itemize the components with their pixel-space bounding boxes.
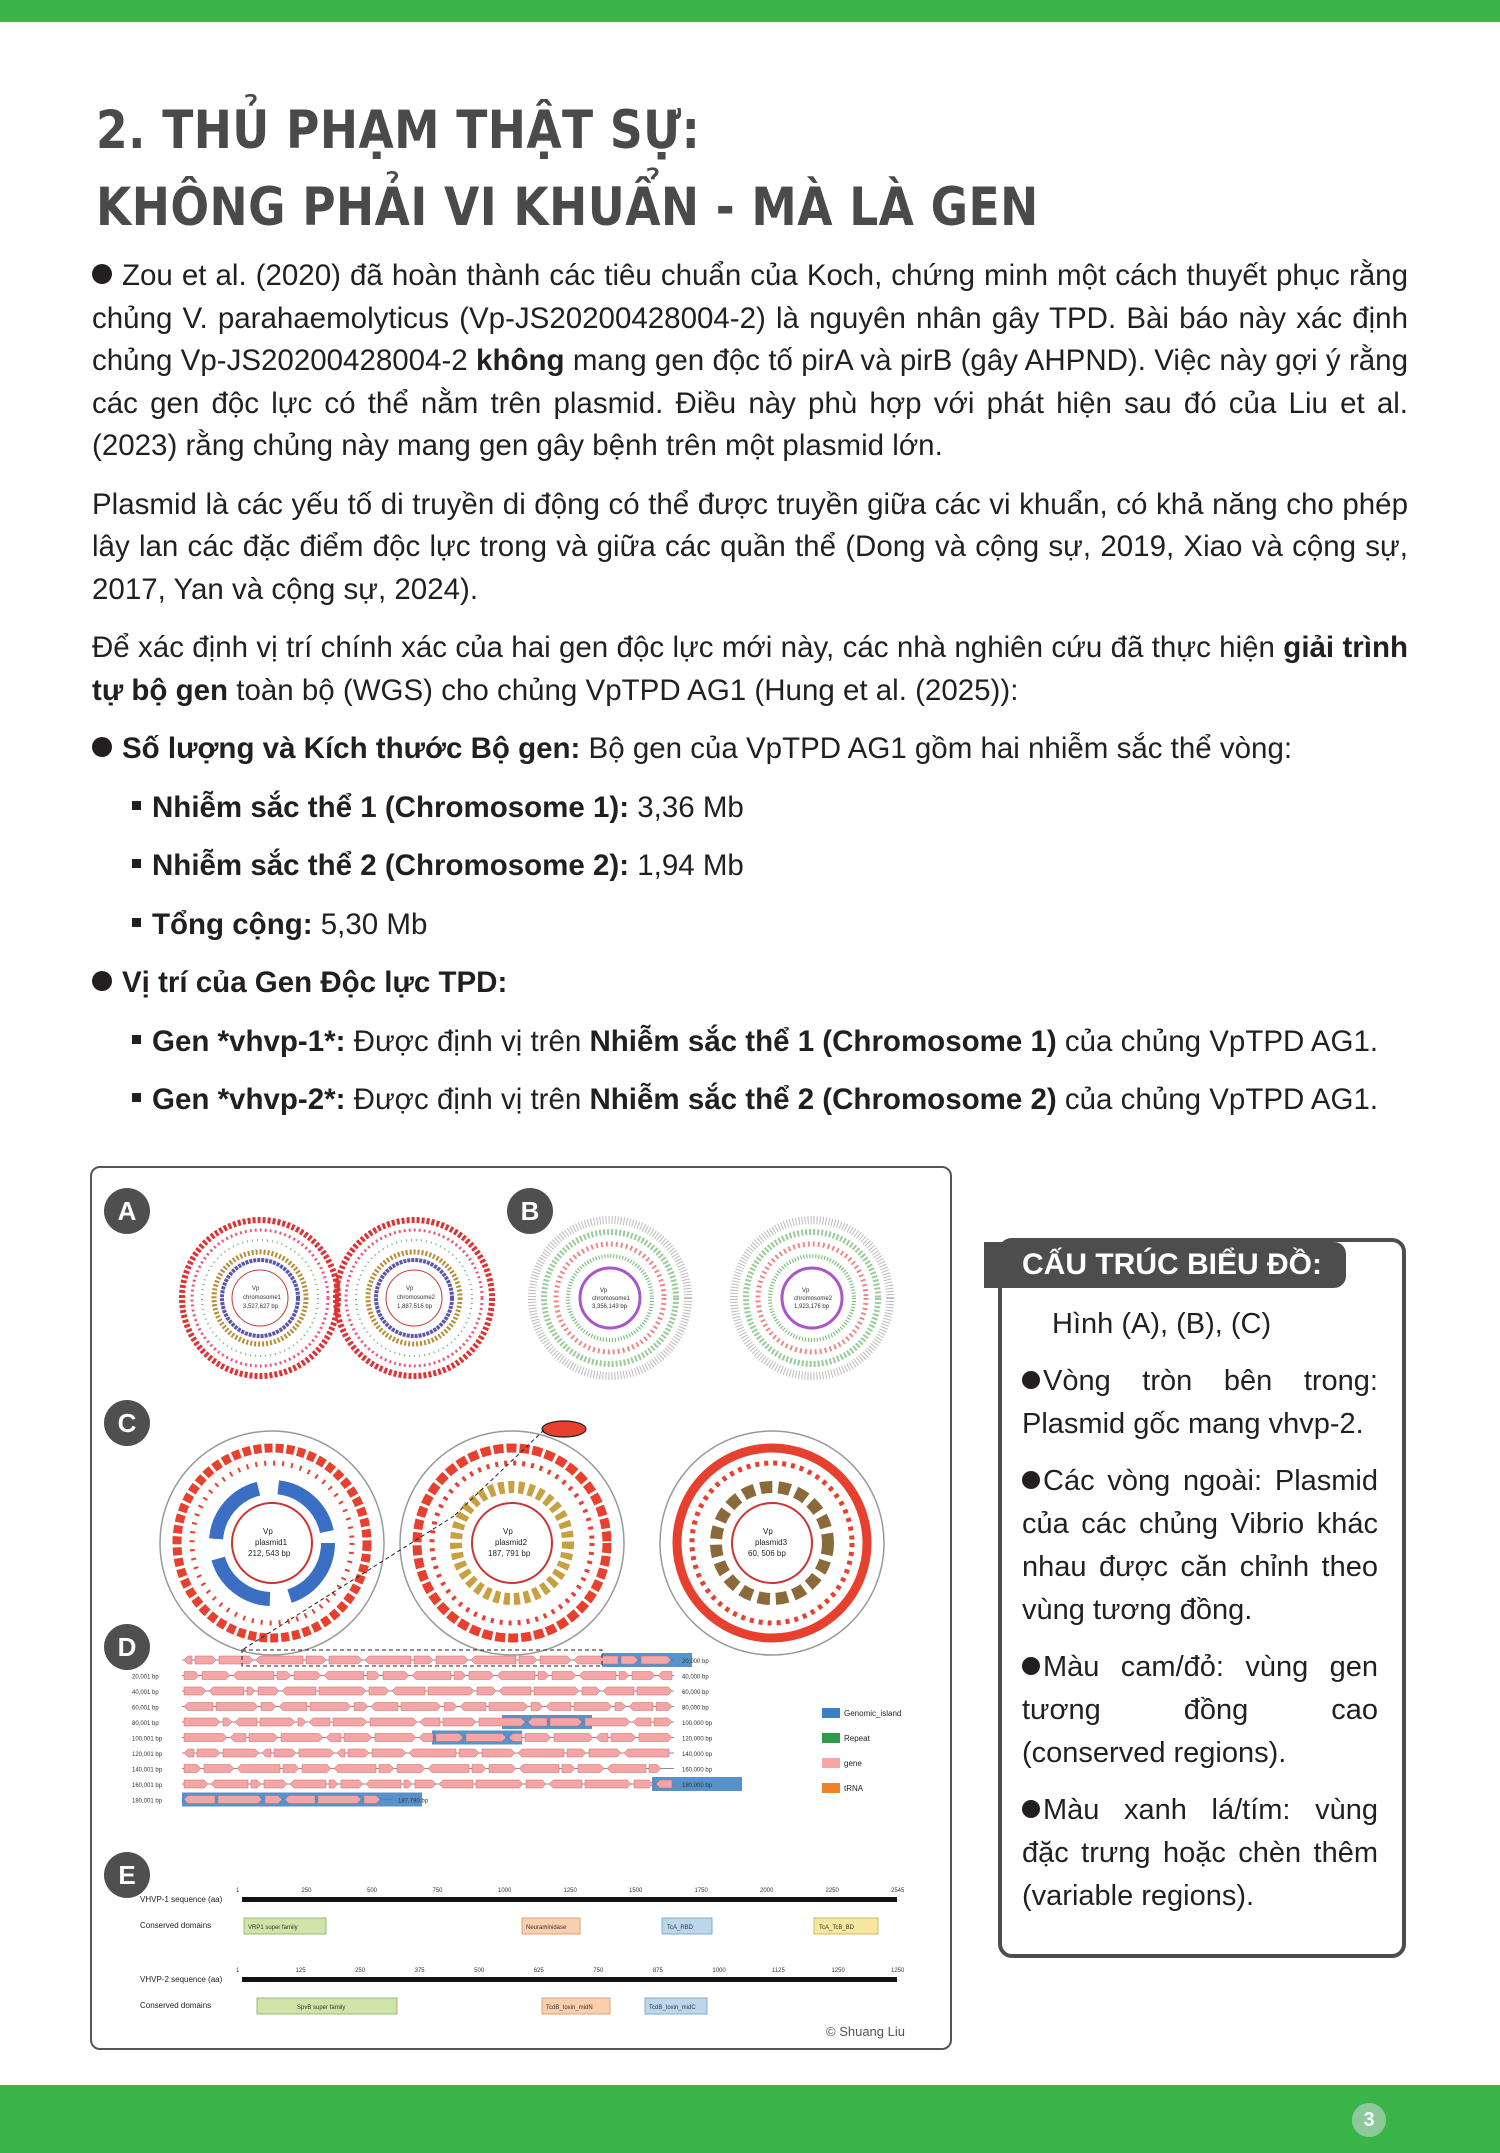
- sequence-tick-label: 1125: [771, 1968, 785, 1974]
- gene-arrow: [409, 1749, 456, 1757]
- gene-arrow: [460, 1703, 486, 1711]
- panel-d-gene-tracks: [132, 1653, 742, 1807]
- sequence-tick-label: 250: [301, 1888, 312, 1894]
- gene-arrow: [404, 1780, 412, 1788]
- gene-arrow: [550, 1718, 582, 1726]
- legend-swatch: [822, 1783, 840, 1793]
- gene-arrow: [283, 1765, 299, 1773]
- gene-arrow: [324, 1672, 364, 1680]
- gene-arrow: [264, 1780, 287, 1788]
- gene-arrow: [366, 1780, 401, 1788]
- sequence-tick-label: 1000: [712, 1968, 726, 1974]
- bullet-dot: [92, 737, 112, 757]
- b-chromosome2-size: 1,923,176 bp: [794, 1304, 830, 1310]
- top-green-bar: [0, 0, 1500, 22]
- track-start-label: 180,001 bp: [132, 1798, 163, 1805]
- vhvp1-sequence-label: VHVP-1 sequence (aa): [140, 1895, 223, 1904]
- legend-genomic-island: Genomic_island: [844, 1709, 902, 1718]
- gene-arrow: [262, 1749, 271, 1757]
- panel-a-chromosome-1-map: [182, 1220, 338, 1376]
- gene-arrow: [656, 1703, 672, 1711]
- legend-gene: gene: [844, 1759, 862, 1768]
- gene-arrow: [223, 1718, 232, 1726]
- gene-arrow: [562, 1765, 575, 1773]
- sequence-tick-label: 750: [593, 1968, 604, 1974]
- gene-arrow: [247, 1687, 255, 1695]
- gene-arrow: [261, 1703, 276, 1711]
- gene-arrow: [649, 1765, 661, 1773]
- gene-arrow: [354, 1703, 368, 1711]
- square-bullet: [132, 801, 141, 810]
- vp-label: Vp: [263, 1527, 273, 1536]
- gene-arrow: [197, 1749, 220, 1757]
- plasmid1-size: 212, 543 bp: [248, 1549, 291, 1558]
- plasmid1-label: plasmid1: [255, 1538, 288, 1547]
- chart-structure-text: [1022, 1303, 1378, 1932]
- gene-arrow: [298, 1718, 306, 1726]
- gene-arrow: [260, 1718, 295, 1726]
- sequence-tick-label: 2250: [825, 1888, 839, 1894]
- sequence-tick-label: 750: [432, 1888, 443, 1894]
- gene-arrow: [277, 1672, 291, 1680]
- gene-arrow: [318, 1796, 361, 1804]
- gene-arrow: [281, 1734, 323, 1742]
- gene-arrow: [479, 1718, 525, 1726]
- gene-arrow: [329, 1656, 362, 1664]
- gene-arrow: [540, 1656, 571, 1664]
- panel-d-badge: D: [104, 1624, 150, 1670]
- b-chromosome1-size: 3,356,143 bp: [592, 1304, 628, 1310]
- gene-arrow: [258, 1687, 279, 1695]
- gene-arrow: [249, 1734, 278, 1742]
- gene-arrow: [489, 1765, 516, 1773]
- sequence-tick-label: 250: [355, 1968, 366, 1974]
- gene-arrow: [585, 1780, 631, 1788]
- legend-swatch: [822, 1758, 840, 1768]
- gene-arrow: [518, 1749, 564, 1757]
- gene-arrow: [371, 1703, 398, 1711]
- panel-c-plasmid-1-map: [160, 1431, 384, 1655]
- sub-item-vhvp-2: Gen *vhvp-2*: Được định vị trên Nhiễm sắc thể 2 (Chromosome 2) của chủng VpTPD AG1.: [132, 1079, 1408, 1122]
- gene-arrow: [344, 1734, 372, 1742]
- gene-arrow: [184, 1780, 208, 1788]
- gene-arrow: [621, 1656, 638, 1664]
- gene-arrow: [310, 1703, 351, 1711]
- gene-arrow: [223, 1749, 259, 1757]
- vhvp1-ticks: [236, 1888, 905, 1894]
- gene-arrow: [235, 1718, 257, 1726]
- bullet-dot: [1022, 1800, 1040, 1818]
- gene-arrow: [552, 1672, 576, 1680]
- panel-e-domains: [140, 1888, 905, 2014]
- gene-arrow: [436, 1656, 468, 1664]
- panel-a-badge: A: [104, 1188, 150, 1234]
- sidebox-item-figures: Hình (A), (B), (C): [1052, 1308, 1272, 1340]
- plasmid3-label: plasmid3: [755, 1538, 788, 1547]
- sequence-tick-label: 1250: [891, 1968, 905, 1974]
- gene-arrow: [195, 1656, 216, 1664]
- track-end-label: 40,000 bp: [682, 1674, 709, 1681]
- track-start-label: 140,001 bp: [132, 1767, 163, 1774]
- bullet-dot: [92, 971, 112, 991]
- gene-arrow: [216, 1703, 258, 1711]
- gene-arrow: [184, 1765, 201, 1773]
- gene-arrow: [184, 1796, 215, 1804]
- gene-arrow: [392, 1687, 425, 1695]
- sequence-tick-label: 1: [236, 1968, 240, 1974]
- gene-arrow: [420, 1718, 440, 1726]
- track-start-label: 60,001 bp: [132, 1705, 159, 1712]
- domain-vrp1-label: VRP1 super family: [248, 1925, 298, 1931]
- sequence-tick-label: 625: [533, 1968, 544, 1974]
- gene-arrow: [184, 1687, 206, 1695]
- chromosome2-size: 1,887,516 bp: [397, 1304, 433, 1310]
- panel-b-chromosome-2-map: [734, 1220, 890, 1376]
- paragraph-1: Zou et al. (2020) đã hoàn thành các tiêu chuẩn của Koch, chứng minh một cách thuyết phục rằng chủng V. parahaemolyticus (Vp-JS20200428004-2) là nguyên nhân gây TPD. Bài báo này xác định chủng Vp-JS20200428004-2 không mang gen độc tố pirA và pirB (gây AHPND). Việc này gợi ý rằng các gen độc lực có thể nằm trên plasmid. Điều này phù hợp với phát hiện sau đó của Liu et al. (2023) rằng chủng này mang gen gây bệnh trên một plasmid lớn.: [92, 259, 1408, 462]
- gene-arrow: [302, 1765, 331, 1773]
- gene-arrow: [419, 1734, 433, 1742]
- gene-arrow: [578, 1765, 604, 1773]
- gene-arrow: [365, 1656, 411, 1664]
- sub-item-vhvp-1: Gen *vhvp-1*: Được định vị trên Nhiễm sắc thể 1 (Chromosome 1) của chủng VpTPD AG1.: [132, 1021, 1408, 1064]
- gene-arrow: [519, 1765, 559, 1773]
- gene-arrow: [582, 1687, 600, 1695]
- gene-arrow: [619, 1672, 629, 1680]
- gene-arrow: [654, 1718, 672, 1726]
- body-text: [92, 255, 1408, 1138]
- gene-arrow: [534, 1687, 579, 1695]
- gene-arrow: [526, 1780, 546, 1788]
- track-end-label: 180,000 bp: [682, 1783, 713, 1789]
- gene-arrow: [611, 1734, 636, 1742]
- gene-arrow: [472, 1765, 486, 1773]
- gene-arrow: [639, 1734, 672, 1742]
- gene-arrow: [632, 1672, 655, 1680]
- gene-arrow: [615, 1703, 626, 1711]
- heading-line-1: 2. THỦ PHẠM THẬT SỰ:: [96, 100, 701, 161]
- gene-arrow: [574, 1656, 618, 1664]
- track-start-label: 40,001 bp: [132, 1690, 159, 1696]
- vp-label: Vp: [252, 1286, 260, 1292]
- gene-arrow: [309, 1718, 330, 1726]
- gene-arrow: [211, 1780, 248, 1788]
- gene-arrow: [603, 1687, 634, 1695]
- square-bullet: [132, 1093, 141, 1102]
- gene-arrow: [579, 1672, 616, 1680]
- gene-arrow: [274, 1749, 296, 1757]
- panel-a-chromosome-2-map: [336, 1220, 492, 1376]
- chart-structure-title: CẤU TRÚC BIỂU ĐỒ:: [984, 1242, 1346, 1288]
- gene-arrow: [251, 1780, 261, 1788]
- sidebox-item-orange-red: Màu cam/đỏ: vùng gen tương đồng cao (conserved regions).: [1022, 1651, 1378, 1769]
- gene-arrow: [209, 1687, 244, 1695]
- gene-arrow: [184, 1718, 220, 1726]
- genome-figure: [90, 1166, 952, 2050]
- sequence-tick-label: 500: [474, 1968, 485, 1974]
- heading-line-2: KHÔNG PHẢI VI KHUẨN - MÀ LÀ GEN: [96, 177, 1039, 238]
- vhvp2-domains-label: Conserved domains: [140, 2001, 212, 2010]
- chromosome1-size: 3,527,627 bp: [243, 1304, 279, 1310]
- bottom-green-bar: [0, 2085, 1500, 2153]
- vhvp1-domains-label: Conserved domains: [140, 1921, 212, 1930]
- track-start-label: 80,001 bp: [132, 1721, 159, 1727]
- gene-arrow: [233, 1672, 274, 1680]
- gene-arrow: [290, 1780, 326, 1788]
- gene-arrow: [633, 1718, 651, 1726]
- gene-arrow: [637, 1687, 672, 1695]
- b-chromosome1-label: chromosome1: [592, 1296, 631, 1302]
- gene-arrow: [219, 1656, 253, 1664]
- gene-arrow: [471, 1656, 516, 1664]
- plasmid2-label: plasmid2: [495, 1538, 528, 1547]
- sequence-tick-label: 875: [652, 1968, 663, 1974]
- gene-arrow: [184, 1703, 213, 1711]
- gene-arrow: [348, 1749, 369, 1757]
- square-bullet: [132, 1035, 141, 1044]
- gene-arrow: [285, 1796, 315, 1804]
- vhvp2-sequence-bar: [242, 1977, 897, 1982]
- gene-arrow: [184, 1749, 194, 1757]
- gene-arrow: [596, 1734, 608, 1742]
- gene-arrow: [306, 1656, 326, 1664]
- track-start-label: 120,001 bp: [132, 1752, 163, 1758]
- gene-arrow: [476, 1780, 523, 1788]
- track-end-label: 140,000 bp: [682, 1752, 713, 1758]
- domain-spvb-label: SpvB super family: [297, 2005, 346, 2011]
- gene-arrow: [444, 1703, 457, 1711]
- vp-label: Vp: [406, 1286, 414, 1292]
- gene-arrow: [279, 1703, 307, 1711]
- gene-arrow: [367, 1672, 380, 1680]
- gene-arrow: [237, 1765, 280, 1773]
- track-start-label: 100,001 bp: [132, 1736, 163, 1743]
- gene-arrow: [574, 1703, 612, 1711]
- sub-item-chromosome-2: Nhiễm sắc thể 2 (Chromosome 2): 1,94 Mb: [132, 845, 1408, 888]
- sidebox-item-inner-circle: Vòng tròn bên trong: Plasmid gốc mang vhvp-2.: [1022, 1365, 1378, 1440]
- gene-arrow: [499, 1687, 531, 1695]
- gene-arrow: [585, 1718, 630, 1726]
- panel-d-legend: [822, 1708, 901, 1793]
- gene-arrow: [265, 1796, 282, 1804]
- square-bullet: [132, 918, 141, 927]
- vp-label: Vp: [763, 1527, 773, 1536]
- gene-arrow: [634, 1780, 653, 1788]
- gene-arrow: [184, 1734, 227, 1742]
- track-start-label: 20,001 bp: [132, 1674, 159, 1681]
- genome-figure-graphic: [92, 1168, 954, 2052]
- gene-arrow: [379, 1765, 394, 1773]
- gene-arrow: [528, 1718, 547, 1726]
- panel-e-badge: E: [104, 1852, 150, 1898]
- gene-arrow: [629, 1703, 653, 1711]
- gene-arrow: [469, 1672, 494, 1680]
- sequence-tick-label: 1000: [498, 1888, 512, 1894]
- gene-arrow: [401, 1703, 441, 1711]
- vhvp2-sequence-label: VHVP-2 sequence (aa): [140, 1975, 223, 1984]
- gene-arrow: [549, 1780, 582, 1788]
- paragraph-2: Plasmid là các yếu tố di truyền di động có thể được truyền giữa các vi khuẩn, có khả năng cho phép lây lan các đặc điểm độc lực trong và giữa các quần thể (Dong và cộng sự, 2019, Xiao và cộng sự, 2017, Yan và cộng sự, 2024).: [92, 487, 1408, 606]
- legend-repeat: Repeat: [844, 1734, 870, 1743]
- gene-arrow: [525, 1734, 551, 1742]
- gene-arrow: [466, 1734, 506, 1742]
- gene-arrow: [546, 1703, 571, 1711]
- sequence-tick-label: 125: [295, 1968, 306, 1974]
- gene-arrow: [282, 1687, 316, 1695]
- gene-arrow: [477, 1687, 496, 1695]
- sequence-tick-label: 500: [367, 1888, 378, 1894]
- gene-arrow: [641, 1656, 671, 1664]
- domain-neuraminidase-label: Neuraminidase: [526, 1925, 567, 1931]
- gene-arrow: [334, 1765, 376, 1773]
- bullet-gene-location: Vị trí của Gen Độc lực TPD:: [92, 962, 1408, 1005]
- bullet-dot: [92, 264, 112, 284]
- gene-arrow: [489, 1703, 528, 1711]
- gene-arrow: [414, 1656, 433, 1664]
- domain-tca-rbd-label: TcA_RBD: [667, 1925, 694, 1931]
- bullet-dot: [1022, 1371, 1040, 1389]
- gene-arrow: [428, 1765, 469, 1773]
- track-end-label: 60,000 bp: [682, 1690, 709, 1696]
- gene-arrow: [369, 1687, 389, 1695]
- b-chromosome2-label: chromosome2: [794, 1296, 833, 1302]
- gene-arrow: [375, 1734, 416, 1742]
- plasmid3-size: 60, 506 bp: [748, 1549, 786, 1558]
- gene-arrow: [299, 1749, 334, 1757]
- section-heading: [96, 92, 1214, 246]
- gene-arrow: [439, 1780, 473, 1788]
- sidebox-item-green-purple: Màu xanh lá/tím: vùng đặc trưng hoặc chèn thêm (variable regions).: [1022, 1794, 1378, 1912]
- gene-arrow: [436, 1734, 463, 1742]
- gene-arrow: [218, 1796, 262, 1804]
- gene-arrow: [454, 1672, 466, 1680]
- panel-b-chromosome-1-map: [532, 1220, 688, 1376]
- legend-swatch: [822, 1733, 840, 1743]
- sequence-tick-label: 1250: [831, 1968, 845, 1974]
- gene-arrow: [326, 1734, 341, 1742]
- sequence-tick-label: 375: [414, 1968, 425, 1974]
- figure-copyright: © Shuang Liu: [826, 2024, 905, 2039]
- page-number: 3: [1352, 2103, 1386, 2137]
- gene-arrow: [256, 1656, 303, 1664]
- plasmid2-size: 187, 791 bp: [488, 1549, 531, 1558]
- gene-arrow: [333, 1718, 367, 1726]
- sequence-tick-label: 1500: [629, 1888, 643, 1894]
- square-bullet: [132, 859, 141, 868]
- gene-arrow: [589, 1749, 621, 1757]
- gene-arrow: [531, 1703, 543, 1711]
- track-end-label: 100,000 bp: [682, 1721, 713, 1727]
- track-start-label: 160,001 bp: [132, 1783, 163, 1789]
- sub-item-total: Tổng cộng: 5,30 Mb: [132, 904, 1408, 947]
- sequence-tick-label: 2545: [891, 1888, 905, 1894]
- gene-arrow: [370, 1718, 417, 1726]
- vp-label: Vp: [802, 1288, 810, 1294]
- gene-arrow: [294, 1672, 321, 1680]
- bullet-genome-size: Số lượng và Kích thước Bộ gen: Bộ gen của VpTPD AG1 gồm hai nhiễm sắc thể vòng:: [92, 728, 1408, 771]
- bullet-dot: [1022, 1657, 1040, 1675]
- gene-arrow: [184, 1672, 199, 1680]
- gene-arrow: [412, 1672, 451, 1680]
- track-end-label: 80,000 bp: [682, 1705, 709, 1712]
- gene-arrow: [397, 1765, 425, 1773]
- sequence-tick-label: 1750: [694, 1888, 708, 1894]
- legend-trna: tRNA: [844, 1784, 864, 1793]
- gene-arrow: [624, 1749, 669, 1757]
- gene-arrow: [567, 1749, 586, 1757]
- legend-swatch: [822, 1708, 840, 1718]
- sub-item-chromosome-1: Nhiễm sắc thể 1 (Chromosome 1): 3,36 Mb: [132, 787, 1408, 830]
- gene-arrow: [184, 1656, 192, 1664]
- track-end-label: 20,000 bp: [682, 1659, 709, 1665]
- sequence-tick-label: 1: [236, 1888, 240, 1894]
- panel-b-badge: B: [507, 1188, 553, 1234]
- domain-tcdb-midn-label: TcdB_toxin_midN: [546, 2005, 593, 2011]
- gene-arrow: [482, 1749, 515, 1757]
- sequence-tick-label: 2000: [760, 1888, 774, 1894]
- gene-arrow: [341, 1780, 363, 1788]
- gene-arrow: [329, 1780, 338, 1788]
- gene-arrow: [607, 1765, 646, 1773]
- gene-arrow: [230, 1734, 246, 1742]
- track-end-label: 120,000 bp: [682, 1736, 713, 1743]
- gene-arrow: [459, 1749, 479, 1757]
- gene-arrow: [519, 1656, 537, 1664]
- chromosome2-label: chromosome2: [397, 1295, 436, 1301]
- gene-arrow: [372, 1749, 406, 1757]
- panel-c-plasmid-3-map: [660, 1431, 884, 1655]
- track-end-label: 187,790 bp: [398, 1798, 429, 1805]
- vp-label: Vp: [600, 1288, 608, 1294]
- domain-tcdb-midc-label: TcdB_toxin_midC: [649, 2005, 696, 2011]
- domain-tca-tcb-bd-label: TcA_TcB_BD: [819, 1925, 855, 1931]
- gene-arrow: [415, 1780, 436, 1788]
- vhvp2-ticks: [236, 1968, 905, 1974]
- gene-arrow: [204, 1765, 234, 1773]
- gene-arrow: [319, 1687, 366, 1695]
- gene-arrow: [383, 1672, 409, 1680]
- sequence-tick-label: 1250: [563, 1888, 577, 1894]
- panel-c-badge: C: [104, 1400, 150, 1446]
- paragraph-3: Để xác định vị trí chính xác của hai gen độc lực mới này, các nhà nghiên cứu đã thực hiện giải trình tự bộ gen toàn bộ (WGS) cho chủng VpTPD AG1 (Hung et al. (2025)):: [92, 631, 1408, 707]
- sidebox-item-outer-rings: Các vòng ngoài: Plasmid của các chủng Vibrio khác nhau được căn chỉnh theo vùng tương đồng.: [1022, 1465, 1378, 1626]
- track-end-label: 160,000 bp: [682, 1767, 713, 1774]
- gene-arrow: [538, 1672, 549, 1680]
- gene-arrow: [337, 1749, 345, 1757]
- gene-arrow: [428, 1687, 474, 1695]
- gene-arrow: [554, 1734, 593, 1742]
- vp-label: Vp: [503, 1527, 513, 1536]
- gene-arrow: [658, 1672, 672, 1680]
- vhvp1-sequence-bar: [242, 1897, 897, 1902]
- bullet-dot: [1022, 1471, 1040, 1489]
- gene-arrow: [202, 1672, 230, 1680]
- chromosome1-label: chromosome1: [243, 1295, 282, 1301]
- gene-arrow: [497, 1672, 535, 1680]
- gene-arrow: [443, 1718, 476, 1726]
